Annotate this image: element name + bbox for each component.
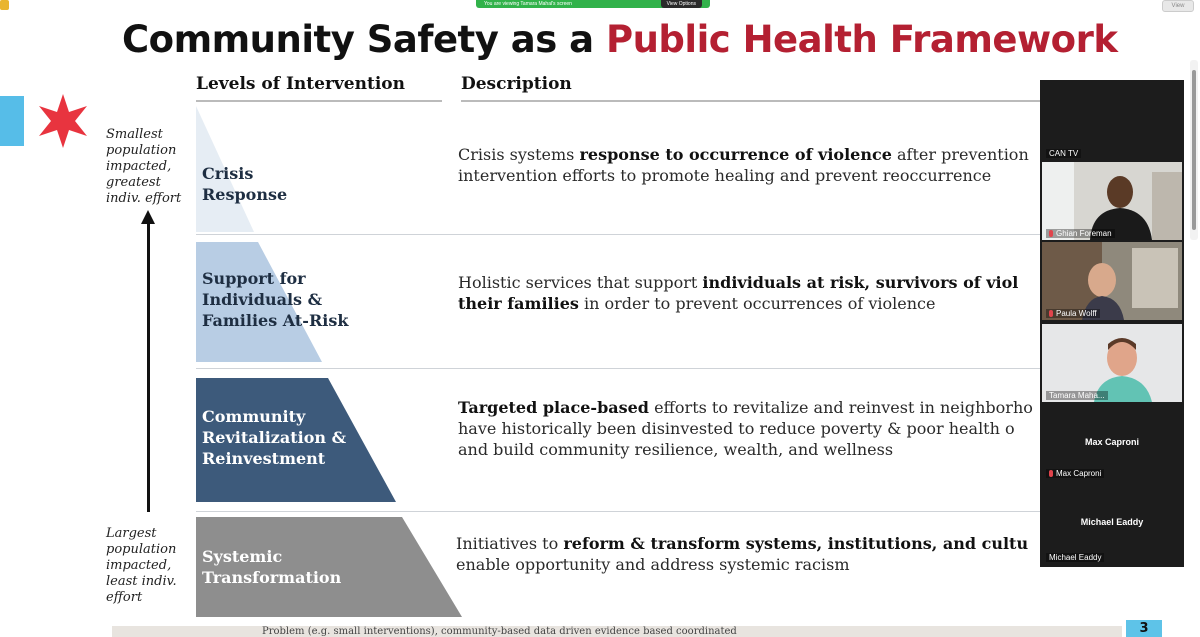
screen-share-text: You are viewing Tamara Mahal's screen	[484, 1, 572, 7]
description-line: enable opportunity and address systemic racism	[456, 555, 850, 574]
description-header-rule	[461, 100, 1041, 102]
note-line: greatest	[106, 175, 161, 190]
bottom-population-note	[106, 526, 177, 606]
note-line: least indiv.	[106, 574, 177, 589]
level-label-line: Revitalization &	[202, 428, 347, 447]
description-line: Targeted place-based efforts to revitalize and reinvest in neighborho	[458, 398, 1033, 417]
participant-tile-can-tv[interactable]	[1042, 82, 1182, 160]
participant-name: Ghian Foreman	[1046, 229, 1115, 238]
view-options-button[interactable]: View Options	[661, 0, 702, 8]
level-label-support	[202, 268, 348, 331]
mic-muted-icon	[1049, 470, 1053, 477]
description-line: have historically been disinvested to reduce poverty & poor health o	[458, 419, 1015, 438]
participant-name: Max Caproni	[1046, 469, 1104, 478]
note-line: indiv. effort	[106, 191, 182, 206]
note-line: Smallest	[106, 127, 163, 142]
description-line: Holistic services that support individuals at risk, survivors of viol	[458, 273, 1019, 292]
participant-tile-max-caproni[interactable]	[1042, 406, 1182, 484]
description-line: Initiatives to reform & transform systems, institutions, and cultu	[456, 534, 1029, 553]
level-label-line: Community	[202, 407, 306, 426]
level-label-line: Response	[202, 185, 288, 204]
app-corner-icon[interactable]	[0, 0, 9, 10]
note-line: effort	[106, 590, 143, 605]
chicago-star-icon	[34, 92, 92, 150]
participant-name: Paula Wolff	[1046, 309, 1100, 318]
level-label-crisis	[202, 163, 287, 205]
participant-center-name: Michael Eaddy	[1080, 517, 1144, 527]
level-label-line: Crisis	[202, 164, 254, 183]
note-line: impacted,	[106, 159, 172, 174]
decorative-blue-tab	[0, 96, 24, 146]
description-community	[458, 397, 1040, 460]
participant-name: Tamara Maha...	[1046, 391, 1108, 400]
arrow-shaft	[147, 222, 150, 512]
view-button[interactable]: View	[1162, 0, 1194, 12]
level-label-line: Individuals &	[202, 290, 323, 309]
slide-bottom-text: Problem (e.g. small interventions), community-based data driven evidence based coordinated	[112, 626, 1122, 637]
note-line: population	[106, 542, 177, 557]
participant-tile-tamara-mahal[interactable]	[1042, 324, 1182, 402]
levels-header-rule	[196, 100, 442, 102]
level-label-line: Support for	[202, 269, 306, 288]
slide-title-main: Community Safety as a	[122, 18, 606, 61]
description-systemic	[456, 533, 1038, 575]
level-label-systemic	[202, 546, 341, 588]
level-label-line: Families At-Risk	[202, 311, 349, 330]
description-crisis	[458, 144, 1040, 186]
participant-name: Michael Eaddy	[1046, 553, 1104, 562]
participant-tile-ghian-foreman[interactable]	[1042, 162, 1182, 240]
description-line: their families in order to prevent occurrences of violence	[458, 294, 936, 313]
top-population-note	[106, 127, 181, 207]
participant-tile-michael-eaddy[interactable]	[1042, 486, 1182, 564]
participant-gallery[interactable]	[1040, 80, 1184, 567]
row-separator	[196, 368, 1046, 369]
level-label-line: Reinvestment	[202, 449, 326, 468]
description-line: intervention efforts to promote healing and prevent reoccurrence	[458, 166, 992, 185]
screen-share-banner	[476, 0, 710, 8]
mic-muted-icon	[1049, 310, 1053, 317]
row-separator	[196, 234, 1046, 235]
slide-title	[122, 18, 1117, 61]
description-header: Description	[461, 74, 572, 94]
slide-title-accent: Public Health Framework	[605, 18, 1118, 61]
note-line: population	[106, 143, 177, 158]
participant-tile-paula-wolff[interactable]	[1042, 242, 1182, 320]
description-support	[458, 272, 1040, 314]
note-line: Largest	[106, 526, 157, 541]
slide-page-number: 3	[1126, 620, 1162, 637]
description-line: Crisis systems response to occurrence of violence after prevention	[458, 145, 1029, 164]
participant-center-name: Max Caproni	[1084, 437, 1139, 447]
row-separator	[196, 511, 1046, 512]
level-label-line: Systemic	[202, 547, 283, 566]
gallery-scrollbar-thumb[interactable]	[1192, 70, 1196, 230]
mic-muted-icon	[1049, 230, 1053, 237]
levels-header: Levels of Intervention	[196, 74, 405, 94]
description-line: and build community resilience, wealth, and wellness	[458, 440, 894, 459]
level-label-community	[202, 406, 346, 469]
level-label-line: Transformation	[202, 568, 342, 587]
note-line: impacted,	[106, 558, 172, 573]
participant-name: CAN TV	[1046, 149, 1081, 158]
